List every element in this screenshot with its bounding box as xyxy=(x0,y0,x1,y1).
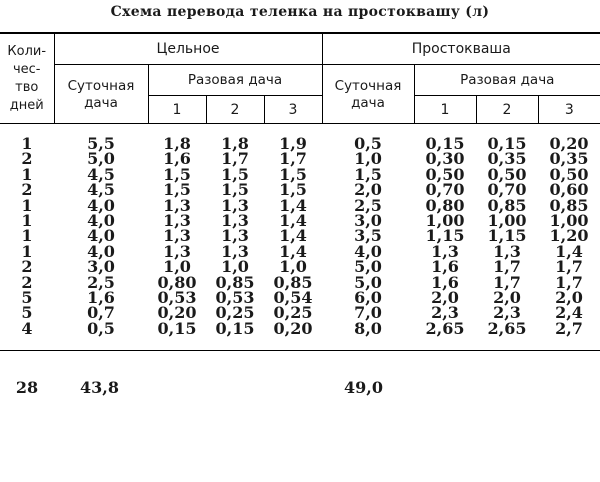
table-cell: 1 xyxy=(21,241,33,261)
whole-portion-3: 3 xyxy=(264,96,322,124)
table-cell: 1,20 xyxy=(549,226,589,246)
table-cell: 1,6 xyxy=(163,149,191,169)
table-cell: 2,5 xyxy=(354,195,382,215)
table-cell: 0,53 xyxy=(157,288,197,308)
table-cell: 1,4 xyxy=(279,195,307,215)
table-cell: 1,00 xyxy=(487,211,527,231)
table-cell: 0,25 xyxy=(273,303,313,323)
table-cell: 1,7 xyxy=(279,149,307,169)
table-row xyxy=(0,124,600,152)
table-cell: 1,0 xyxy=(354,149,382,169)
table-cell: 3,5 xyxy=(354,226,382,246)
table-cell: 0,20 xyxy=(549,134,589,153)
table-cell: 2,0 xyxy=(354,180,382,200)
table-cell: 1,7 xyxy=(555,257,583,277)
whole-single-header: Разовая дача xyxy=(148,65,322,96)
total-whole-daily: 43,8 xyxy=(80,377,119,397)
table-cell: 2,4 xyxy=(555,303,583,323)
table-cell: 0,85 xyxy=(215,272,255,292)
table-cell: 5,0 xyxy=(354,257,382,277)
table-title: Схема перевода теленка на простоквашу (л) xyxy=(110,4,490,20)
table-cell: 0,60 xyxy=(549,180,589,200)
table-cell: 2,5 xyxy=(87,272,115,292)
table-cell: 4 xyxy=(0,321,54,351)
table-row xyxy=(0,321,600,351)
table-cell: 1,3 xyxy=(221,195,249,215)
table-cell: 0,15 xyxy=(206,321,264,351)
table-cell: 0,30 xyxy=(425,149,465,169)
whole-portion-2: 2 xyxy=(206,96,264,124)
table-cell: 1,4 xyxy=(555,241,583,261)
table-cell: 1,7 xyxy=(493,272,521,292)
table-cell: 3,0 xyxy=(87,257,115,277)
table-cell: 8,0 xyxy=(322,321,414,351)
table-cell: 4,0 xyxy=(87,226,115,246)
total-days: 28 xyxy=(15,377,39,397)
table-cell: 2 xyxy=(21,257,33,277)
table-cell: 1,5 xyxy=(279,180,307,200)
table-cell: 1,3 xyxy=(163,241,191,261)
table-cell: 4,0 xyxy=(354,241,382,261)
table-cell: 1,6 xyxy=(431,257,459,277)
table-cell: 4,5 xyxy=(87,180,115,200)
whole-daily-header: Суточная дача xyxy=(54,65,148,124)
table-cell: 1,3 xyxy=(493,241,521,261)
days-count-header: Коли- чес- тво дней xyxy=(0,33,54,124)
table-cell: 0,35 xyxy=(549,149,589,169)
table-cell: 1 xyxy=(21,226,33,246)
table-cell: 2,3 xyxy=(431,303,459,323)
table-cell: 1 xyxy=(21,211,33,231)
sour-single-header: Разовая дача xyxy=(414,65,600,96)
table-cell: 1,5 xyxy=(221,164,249,184)
table-cell: 2 xyxy=(21,272,33,292)
table-cell: 1,3 xyxy=(431,241,459,261)
table-cell: 2,0 xyxy=(555,288,583,308)
table-cell: 2,7 xyxy=(538,321,600,351)
table-cell: 0,50 xyxy=(549,164,589,184)
table-cell: 2 xyxy=(21,149,33,169)
table-cell: 0,85 xyxy=(549,195,589,215)
table-cell: 2,0 xyxy=(493,288,521,308)
table-cell: 0,5 xyxy=(354,134,382,153)
table-cell: 2,3 xyxy=(493,303,521,323)
table-cell: 3,0 xyxy=(354,211,382,231)
table-cell: 0,20 xyxy=(157,303,197,323)
table-cell: 1,6 xyxy=(431,272,459,292)
table-cell: 1,15 xyxy=(425,226,465,246)
table-cell: 1,3 xyxy=(163,195,191,215)
table-cell: 1,00 xyxy=(425,211,465,231)
table-cell: 0,35 xyxy=(487,149,527,169)
table-cell: 1,8 xyxy=(221,134,249,153)
table-cell: 4,0 xyxy=(87,211,115,231)
table-cell: 0,80 xyxy=(157,272,197,292)
table-cell: 1,15 xyxy=(487,226,527,246)
table-cell: 2,65 xyxy=(476,321,538,351)
sour-portion-2: 2 xyxy=(476,96,538,124)
table-cell: 1,7 xyxy=(221,149,249,169)
table-cell: 1,3 xyxy=(163,211,191,231)
table-cell: 4,5 xyxy=(87,164,115,184)
whole-portion-1: 1 xyxy=(148,96,206,124)
table-cell: 1,5 xyxy=(221,180,249,200)
table-cell: 2,65 xyxy=(414,321,476,351)
table-cell: 0,7 xyxy=(87,303,115,323)
table-cell: 0,50 xyxy=(425,164,465,184)
table-cell: 0,15 xyxy=(425,134,465,153)
sour-daily-header: Суточная дача xyxy=(322,65,414,124)
table-cell: 1,5 xyxy=(279,164,307,184)
sour-portion-3: 3 xyxy=(538,96,600,124)
table-cell: 5 xyxy=(21,288,33,308)
table-cell: 0,53 xyxy=(215,288,255,308)
table-cell: 6,0 xyxy=(354,288,382,308)
table-cell: 1,4 xyxy=(279,226,307,246)
table-cell: 1,4 xyxy=(279,241,307,261)
table-cell: 0,5 xyxy=(54,321,148,351)
table-cell: 0,70 xyxy=(425,180,465,200)
sour-portion-1: 1 xyxy=(414,96,476,124)
table-cell: 1,9 xyxy=(279,134,307,153)
table-cell: 1,0 xyxy=(163,257,191,277)
table-cell: 1,0 xyxy=(279,257,307,277)
table-cell: 1,3 xyxy=(221,211,249,231)
table-cell: 1,3 xyxy=(163,226,191,246)
table-cell: 1,6 xyxy=(87,288,115,308)
totals-row xyxy=(0,351,600,424)
table-cell: 7,0 xyxy=(354,303,382,323)
table-cell: 1,3 xyxy=(221,226,249,246)
table-cell: 1,8 xyxy=(163,134,191,153)
table-cell: 1,0 xyxy=(221,257,249,277)
table-cell: 1,00 xyxy=(549,211,589,231)
table-cell: 0,85 xyxy=(273,272,313,292)
feeding-schedule-table xyxy=(0,32,600,423)
table-cell: 5,5 xyxy=(87,134,115,153)
table-cell: 1,4 xyxy=(279,211,307,231)
table-cell: 0,80 xyxy=(425,195,465,215)
table-cell: 1,5 xyxy=(354,164,382,184)
table-cell: 0,25 xyxy=(215,303,255,323)
table-cell: 1 xyxy=(21,134,33,153)
table-cell: 5,0 xyxy=(354,272,382,292)
table-cell: 2 xyxy=(21,180,33,200)
table-cell: 5,0 xyxy=(87,149,115,169)
table-cell: 1,5 xyxy=(163,180,191,200)
table-cell: 0,70 xyxy=(487,180,527,200)
table-cell: 0,15 xyxy=(148,321,206,351)
table-cell: 0,85 xyxy=(487,195,527,215)
whole-milk-header: Цельное xyxy=(54,33,322,65)
table-cell: 1,3 xyxy=(221,241,249,261)
total-sour-daily: 49,0 xyxy=(344,377,383,397)
table-cell: 1,7 xyxy=(555,272,583,292)
table-cell: 5 xyxy=(21,303,33,323)
table-cell: 1 xyxy=(21,195,33,215)
sour-milk-header: Простокваша xyxy=(322,33,600,65)
table-cell: 1 xyxy=(21,164,33,184)
table-cell: 4,0 xyxy=(87,195,115,215)
table-cell: 4,0 xyxy=(87,241,115,261)
table-cell: 0,50 xyxy=(487,164,527,184)
table-cell: 1,5 xyxy=(163,164,191,184)
table-cell: 0,54 xyxy=(273,288,313,308)
table-cell: 0,15 xyxy=(487,134,527,153)
table-cell: 2,0 xyxy=(431,288,459,308)
table-cell: 1,7 xyxy=(493,257,521,277)
table-cell: 0,20 xyxy=(264,321,322,351)
